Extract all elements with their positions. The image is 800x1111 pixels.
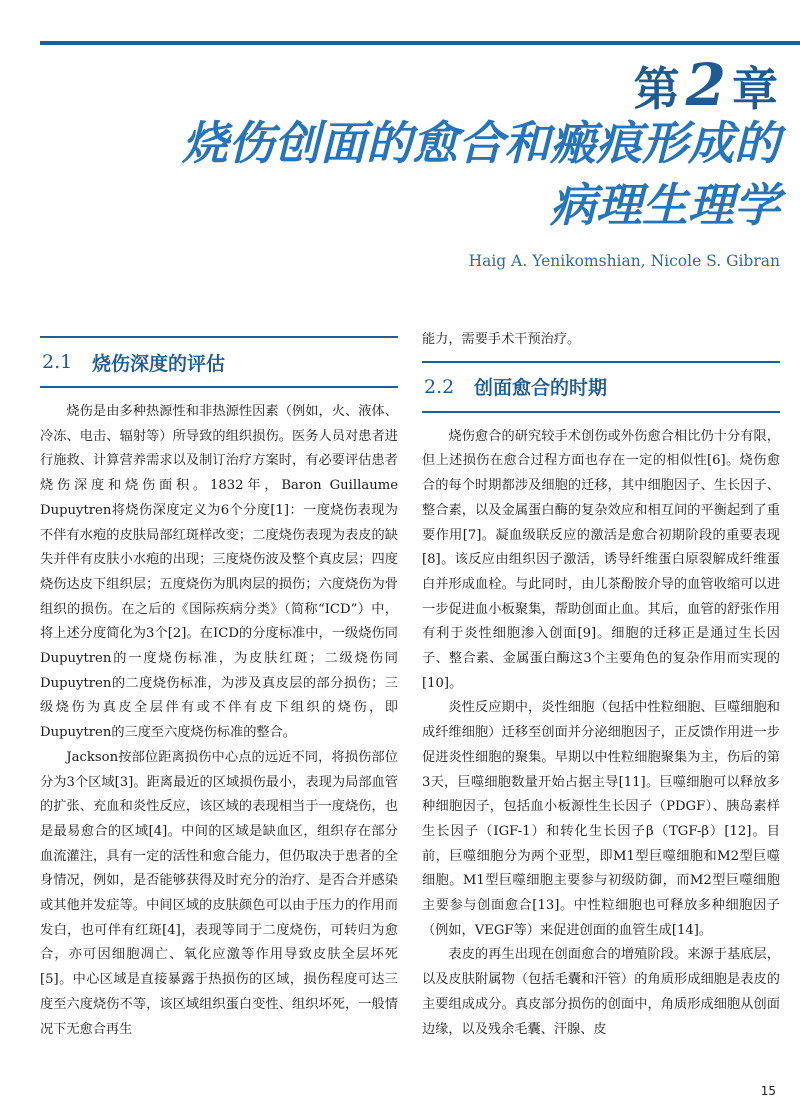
paragraph: 表皮的再生出现在创面愈合的增殖阶段。来源于基底层，以及皮肤附属物（包括毛囊和汗管）的角质形成细胞是表皮的主要组成成分。真皮部分损伤的创面中，角质形成细胞从创面边缘，以及残余毛囊、汗腺、皮: [422, 947, 780, 1037]
paragraph-continuation: 能力，需要手术干预治疗。: [422, 332, 581, 347]
chapter-title-line2: 病理生理学: [550, 178, 780, 232]
section-2-2-heading: [422, 361, 780, 413]
section-2-1-heading: [40, 336, 398, 388]
authors: Haig A. Yenikomshian, Nicole S. Gibran: [468, 252, 780, 270]
top-rule: [40, 41, 800, 45]
section-title: 创面愈合的时期: [474, 377, 608, 400]
chapter-number: 2: [685, 51, 728, 119]
section-number: 2.2: [424, 375, 455, 398]
paragraph: 烧伤是由多种热源性和非热源性因素（例如，火、液体、冷冻、电击、辐射等）所导致的组织损伤。医务人员对患者进行施救、计算营养需求以及制订治疗方案时，有必要评估患者烧伤深度和烧伤面积。1832年，Baron Guillaume Dupuytren将烧伤深度定义为6个分度[1]：一度烧伤表现为不伴有水疱的皮肤局部红斑样改变；二度烧伤表现为表皮的缺失并伴有皮肤小水疱的出现；三度烧伤波及整个真皮层；四度烧伤达皮下组织层；五度烧伤为肌肉层的损伤；六度烧伤为骨组织的损伤。在之后的《国际疾病分类》（简称“ICD”）中，将上述分度简化为3个[2]。在ICD的分度标准中，一级烧伤同Dupuytren的一度烧伤标准，为皮肤红斑；二级烧伤同Dupuytren的二度烧伤标准，为涉及真皮层的部分损伤；三级烧伤为真皮全层伴有或不伴有皮下组织的烧伤，即Dupuytren的三度至六度烧伤标准的整合。: [40, 404, 398, 741]
section-number: 2.1: [42, 351, 73, 373]
left-column: [40, 336, 398, 1042]
section-title: 烧伤深度的评估: [92, 352, 226, 375]
chapter-label: 第2章: [633, 51, 780, 119]
paragraph: 炎性反应期中，炎性细胞（包括中性粒细胞、巨噬细胞和成纤维细胞）迁移至创面并分泌细胞因子，正反馈作用进一步促进炎性细胞的聚集。早期以中性粒细胞聚集为主，伤后的第3天，巨噬细胞数量开始占据主导[11]。巨噬细胞可以释放多种细胞因子，包括血小板源性生长因子（PDGF）、胰岛素样生长因子（IGF-1）和转化生长因子β（TGF-β）[12]。目前，巨噬细胞分为两个亚型，即M1型巨噬细胞和M2型巨噬细胞。M1型巨噬细胞主要参与初级防御，而M2型巨噬细胞主要参与创面愈合[13]。中性粒细胞也可释放多种细胞因子（例如，VEGF等）来促进创面的血管生成[14]。: [422, 700, 780, 938]
chapter-title-line1: 烧伤创面的愈合和瘢痕形成的: [182, 116, 780, 170]
right-column: [422, 328, 780, 1042]
paragraph: 烧伤愈合的研究较手术创伤或外伤愈合相比仍十分有限，但上述损伤在愈合过程方面也存在一定的相似性[6]。烧伤愈合的每个时期都涉及细胞的迁移，其中细胞因子、生长因子、整合素，以及金属蛋白酶的复杂效应和相互间的平衡起到了重要作用[7]。凝血级联反应的激活是愈合初期阶段的重要表现[8]。该反应由组织因子激活，诱导纤维蛋白原裂解成纤维蛋白并形成血栓。与此同时，由儿茶酚胺介导的血管收缩可以进一步促进血小板聚集，帮助创面止血。其后，血管的舒张作用有利于炎性细胞渗入创面[9]。细胞的迁移正是通过生长因子、整合素、金属蛋白酶这3个主要角色的复杂作用而实现的[10]。: [422, 428, 780, 691]
page-number: 15: [760, 1084, 776, 1098]
paragraph: Jackson按部位距离损伤中心点的远近不同，将损伤部位分为3个区域[3]。距离最近的区域损伤最小，表现为局部血管的扩张、充血和炎性反应，该区域的表现相当于一度烧伤，也是最易愈合的区域[4]。中间的区域是缺血区，组织存在部分血流灌注，具有一定的活性和愈合能力，但仍取决于患者的全身情况，例如，是否能够获得及时充分的治疗、是否合并感染或其他并发症等。中间区域的皮肤颜色可以由于压力的作用而发白，也可伴有红斑[4]，表现等同于二度烧伤，可转归为愈合，亦可因细胞凋亡、氧化应激等作用导致皮肤全层坏死[5]。中心区域是直接暴露于热损伤的区域，损伤程度可达三度至六度烧伤不等，该区域组织蛋白变性、组织坏死，一般情况下无愈合再生: [40, 749, 398, 1037]
